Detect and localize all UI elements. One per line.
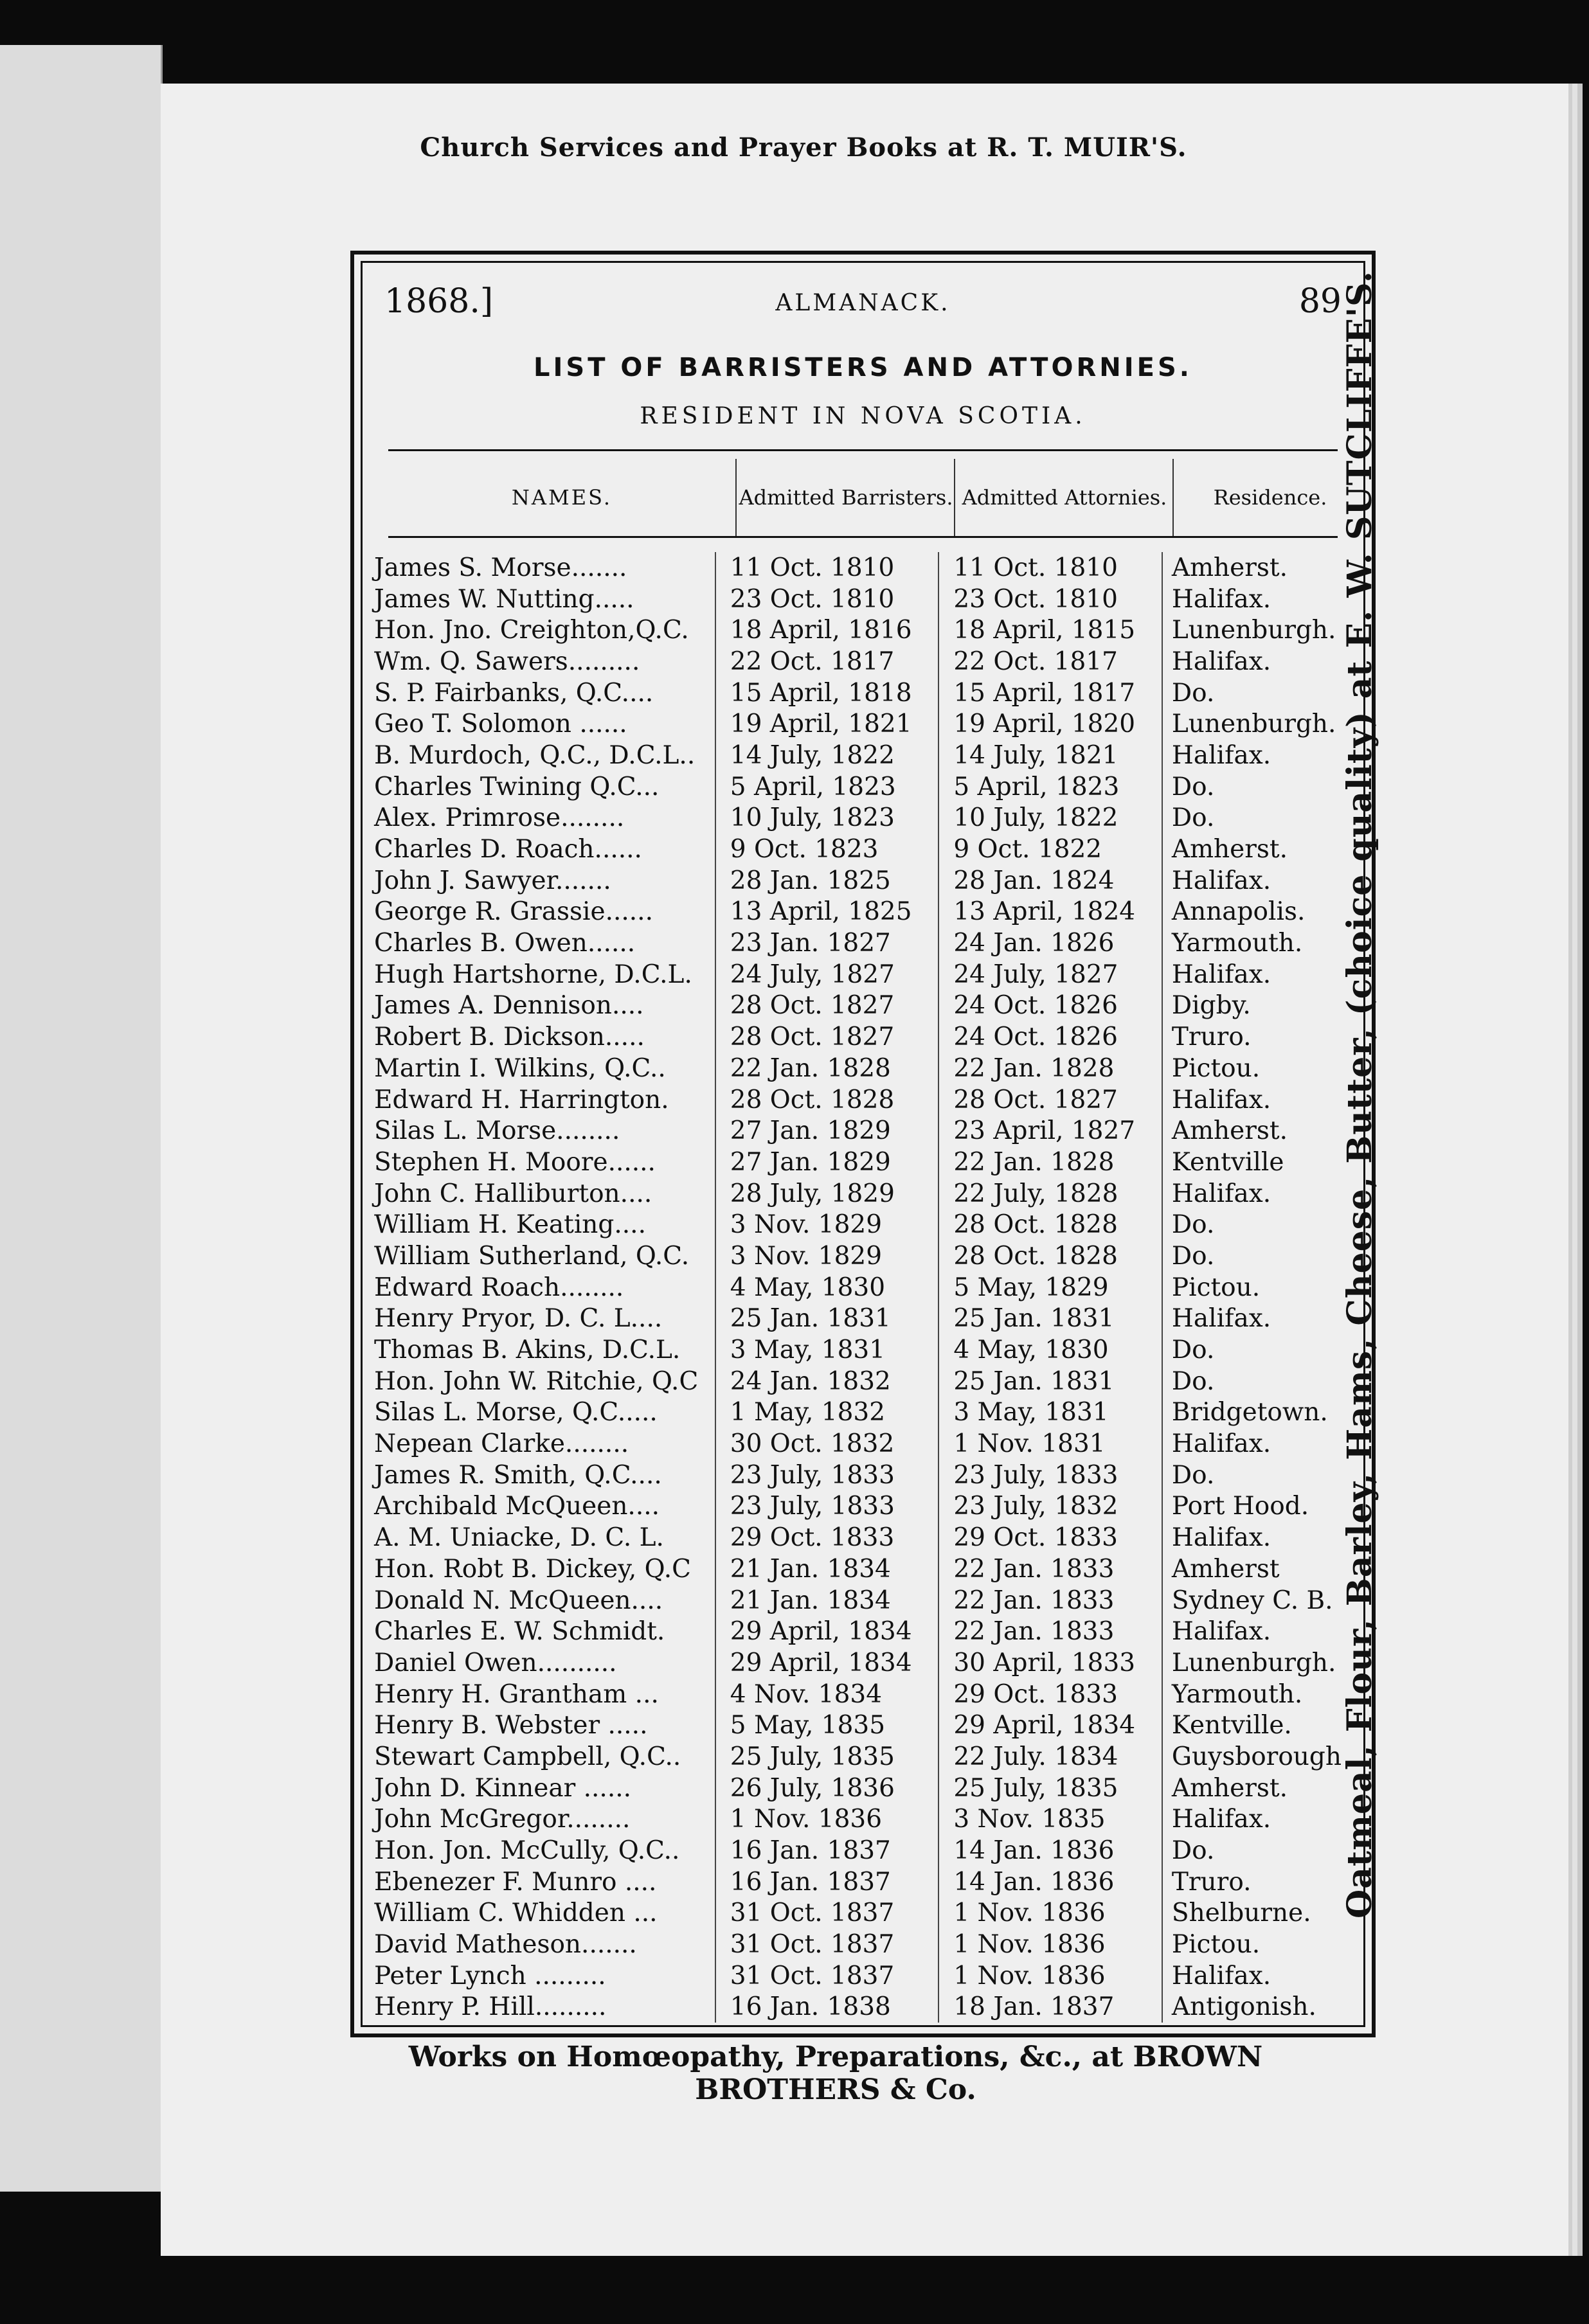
name-cell: Henry H. Grantham ...: [374, 1679, 659, 1709]
attorney-date-cell: 18 April, 1815: [938, 614, 1162, 646]
residence-cell: Lunenburgh.: [1162, 708, 1372, 740]
table-row: [369, 1553, 1372, 1585]
table-row: [369, 927, 1372, 959]
attorney-date-cell: 22 Jan. 1833: [938, 1616, 1162, 1647]
attorney-date-cell: 23 July, 1832: [938, 1491, 1162, 1523]
attorney-date-cell: 18 Jan. 1837: [938, 1992, 1162, 2023]
attorney-date-cell: 11 Oct. 1810: [938, 552, 1162, 584]
name-cell: Archibald McQueen....: [374, 1492, 660, 1521]
table-row: [369, 1334, 1372, 1366]
table-row: [369, 1147, 1372, 1178]
table-row: [369, 1616, 1372, 1647]
table-row: [369, 1491, 1372, 1523]
name-cell: Hon. Jno. Creighton,Q.C.: [374, 616, 689, 645]
residence-cell: Guysborough: [1162, 1741, 1372, 1773]
table-row: [369, 1773, 1372, 1804]
table-row: [369, 1741, 1372, 1773]
barrister-date-cell: 28 Oct. 1828: [715, 1084, 939, 1116]
running-head-year: 1868.]: [384, 282, 494, 321]
name-cell: Thomas B. Akins, D.C.L.: [374, 1336, 681, 1365]
barrister-date-cell: 23 July, 1833: [715, 1491, 939, 1523]
barrister-date-cell: 13 April, 1825: [715, 897, 939, 928]
barrister-date-cell: 10 July, 1823: [715, 803, 939, 834]
barrister-date-cell: 3 May, 1831: [715, 1334, 939, 1366]
barrister-date-cell: 23 Jan. 1827: [715, 927, 939, 959]
residence-cell: Do.: [1162, 677, 1372, 709]
table-row: [369, 865, 1372, 897]
name-cell: William C. Whidden ...: [374, 1899, 658, 1928]
name-cell: Geo T. Solomon ......: [374, 710, 627, 739]
attorney-date-cell: 23 July, 1833: [938, 1460, 1162, 1491]
residence-cell: Do.: [1162, 771, 1372, 803]
name-cell: Henry Pryor, D. C. L....: [374, 1304, 663, 1334]
attorney-date-cell: 9 Oct. 1822: [938, 834, 1162, 865]
attorney-date-cell: 15 April, 1817: [938, 677, 1162, 709]
attorney-date-cell: 22 Oct. 1817: [938, 646, 1162, 677]
attorney-date-cell: 28 Oct. 1828: [938, 1209, 1162, 1240]
attorney-date-cell: 30 April, 1833: [938, 1647, 1162, 1679]
attorney-date-cell: 22 July, 1828: [938, 1178, 1162, 1210]
table-row: [369, 552, 1372, 584]
table-row: [369, 1209, 1372, 1240]
barrister-date-cell: 21 Jan. 1834: [715, 1585, 939, 1616]
attorney-date-cell: 14 Jan. 1836: [938, 1866, 1162, 1898]
table-row: [369, 1460, 1372, 1491]
name-cell: Stewart Campbell, Q.C..: [374, 1742, 681, 1771]
name-cell: Henry B. Webster .....: [374, 1711, 648, 1740]
barrister-date-cell: 23 Oct. 1810: [715, 584, 939, 615]
name-cell: Edward H. Harrington.: [374, 1085, 669, 1114]
barrister-date-cell: 28 Jan. 1825: [715, 865, 939, 897]
name-cell: James W. Nutting.....: [374, 584, 634, 614]
name-cell: Peter Lynch .........: [374, 1961, 606, 1990]
barrister-date-cell: 14 July, 1822: [715, 740, 939, 771]
name-cell: Silas L. Morse........: [374, 1116, 620, 1146]
residence-cell: Lunenburgh.: [1162, 614, 1372, 646]
list-subtitle: RESIDENT IN NOVA SCOTIA.: [640, 403, 1086, 429]
name-cell: John C. Halliburton....: [374, 1179, 652, 1208]
attorney-date-cell: 1 Nov. 1836: [938, 1929, 1162, 1960]
name-cell: Donald N. McQueen....: [374, 1586, 663, 1615]
table-row: [369, 1522, 1372, 1553]
header-advertisement: Church Services and Prayer Books at R. T. MUIR'S.: [420, 132, 1187, 163]
side-advertisement: Oatmeal, Flour, Barley, Hams, Cheese, Butter, (choice quality) at E. W. SUTCLIFFE'S.: [1340, 271, 1379, 1918]
residence-cell: Kentville: [1162, 1147, 1372, 1178]
residence-cell: Pictou.: [1162, 1929, 1372, 1960]
attorney-date-cell: 28 Oct. 1828: [938, 1240, 1162, 1272]
barrister-date-cell: 16 Jan. 1837: [715, 1866, 939, 1898]
residence-cell: Halifax.: [1162, 959, 1372, 990]
table-row: [369, 1929, 1372, 1960]
table-row: [369, 1835, 1372, 1866]
residence-cell: Halifax.: [1162, 1303, 1372, 1335]
barrister-date-cell: 5 May, 1835: [715, 1710, 939, 1741]
residence-cell: Amherst.: [1162, 1115, 1372, 1147]
barrister-date-cell: 24 July, 1827: [715, 959, 939, 990]
residence-cell: Halifax.: [1162, 1960, 1372, 1992]
column-header-names: NAMES.: [511, 485, 613, 510]
attorney-date-cell: 14 Jan. 1836: [938, 1835, 1162, 1866]
attorney-date-cell: 24 Jan. 1826: [938, 927, 1162, 959]
name-cell: Hon. John W. Ritchie, Q.C: [374, 1366, 699, 1396]
residence-cell: Do.: [1162, 803, 1372, 834]
barrister-date-cell: 25 July, 1835: [715, 1741, 939, 1773]
attorney-date-cell: 4 May, 1830: [938, 1334, 1162, 1366]
barrister-date-cell: 11 Oct. 1810: [715, 552, 939, 584]
name-cell: Robert B. Dickson.....: [374, 1023, 645, 1052]
barrister-date-cell: 3 Nov. 1829: [715, 1240, 939, 1272]
residence-cell: Halifax.: [1162, 1428, 1372, 1460]
barrister-date-cell: 28 Oct. 1827: [715, 990, 939, 1022]
attorney-date-cell: 3 Nov. 1835: [938, 1804, 1162, 1836]
table-row: [369, 1272, 1372, 1303]
residence-cell: Lunenburgh.: [1162, 1647, 1372, 1679]
name-cell: Wm. Q. Sawers.........: [374, 647, 640, 676]
attorney-date-cell: 1 Nov. 1836: [938, 1898, 1162, 1929]
name-cell: William H. Keating....: [374, 1210, 646, 1240]
name-cell: Charles D. Roach......: [374, 835, 642, 864]
table-row: [369, 959, 1372, 990]
name-cell: James S. Morse.......: [374, 553, 627, 582]
name-cell: S. P. Fairbanks, Q.C....: [374, 678, 654, 708]
barrister-date-cell: 15 April, 1818: [715, 677, 939, 709]
table-row: [369, 1585, 1372, 1616]
residence-cell: Kentville.: [1162, 1710, 1372, 1741]
running-head: [378, 282, 1348, 327]
barrister-date-cell: 4 Nov. 1834: [715, 1679, 939, 1710]
attorney-date-cell: 23 April, 1827: [938, 1115, 1162, 1147]
residence-cell: Shelburne.: [1162, 1898, 1372, 1929]
table-row: [369, 1679, 1372, 1710]
column-header-attornies: Admitted Attornies.: [954, 459, 1174, 536]
barrister-date-cell: 31 Oct. 1837: [715, 1929, 939, 1960]
attorney-date-cell: 1 Nov. 1831: [938, 1428, 1162, 1460]
attorney-date-cell: 25 Jan. 1831: [938, 1303, 1162, 1335]
table-row: [369, 1960, 1372, 1992]
residence-cell: Do.: [1162, 1835, 1372, 1866]
name-cell: A. M. Uniacke, D. C. L.: [374, 1523, 664, 1553]
attorney-date-cell: 3 May, 1831: [938, 1397, 1162, 1429]
barrister-date-cell: 23 July, 1833: [715, 1460, 939, 1491]
residence-cell: Amherst: [1162, 1553, 1372, 1585]
barrister-date-cell: 29 April, 1834: [715, 1616, 939, 1647]
attorney-date-cell: 14 July, 1821: [938, 740, 1162, 771]
barrister-date-cell: 27 Jan. 1829: [715, 1147, 939, 1178]
table-row: [369, 1710, 1372, 1741]
barrister-date-cell: 31 Oct. 1837: [715, 1898, 939, 1929]
column-header-residence: Residence.: [1172, 459, 1367, 536]
name-cell: B. Murdoch, Q.C., D.C.L..: [374, 740, 696, 770]
barrister-date-cell: 19 April, 1821: [715, 708, 939, 740]
barrister-date-cell: 3 Nov. 1829: [715, 1209, 939, 1240]
table-row: [369, 1366, 1372, 1397]
name-cell: Hon. Jon. McCully, Q.C..: [374, 1836, 680, 1866]
name-cell: Stephen H. Moore......: [374, 1147, 656, 1177]
barrister-date-cell: 30 Oct. 1832: [715, 1428, 939, 1460]
table-row: [369, 740, 1372, 771]
column-header-barristers: Admitted Barristers.: [735, 459, 955, 536]
residence-cell: Port Hood.: [1162, 1491, 1372, 1523]
name-cell: David Matheson.......: [374, 1930, 637, 1960]
table-row: [369, 1021, 1372, 1053]
barrister-date-cell: 29 Oct. 1833: [715, 1522, 939, 1553]
residence-cell: Amherst.: [1162, 1773, 1372, 1804]
residence-cell: Pictou.: [1162, 1272, 1372, 1303]
header-rule: [388, 449, 1338, 451]
name-cell: Silas L. Morse, Q.C.....: [374, 1398, 658, 1427]
residence-cell: Bridgetown.: [1162, 1397, 1372, 1429]
table-row: [369, 1115, 1372, 1147]
residence-cell: Antigonish.: [1162, 1992, 1372, 2023]
residence-cell: Halifax.: [1162, 865, 1372, 897]
residence-cell: Digby.: [1162, 990, 1372, 1022]
name-cell: Ebenezer F. Munro ....: [374, 1867, 657, 1897]
barrister-date-cell: 1 Nov. 1836: [715, 1804, 939, 1836]
residence-cell: Do.: [1162, 1334, 1372, 1366]
running-head-title: ALMANACK.: [775, 290, 951, 316]
barrister-date-cell: 5 April, 1823: [715, 771, 939, 803]
table-row: [369, 1303, 1372, 1335]
attorney-date-cell: 23 Oct. 1810: [938, 584, 1162, 615]
barrister-date-cell: 29 April, 1834: [715, 1647, 939, 1679]
name-cell: Martin I. Wilkins, Q.C..: [374, 1053, 666, 1083]
table-row: [369, 897, 1372, 928]
name-cell: Edward Roach........: [374, 1273, 624, 1302]
table-row: [369, 990, 1372, 1022]
residence-cell: Do.: [1162, 1366, 1372, 1397]
name-cell: Daniel Owen..........: [374, 1648, 617, 1677]
barrister-date-cell: 21 Jan. 1834: [715, 1553, 939, 1585]
residence-cell: Do.: [1162, 1240, 1372, 1272]
list-title: LIST OF BARRISTERS AND ATTORNIES.: [534, 353, 1192, 382]
column-headers: [388, 459, 1338, 538]
residence-cell: Amherst.: [1162, 552, 1372, 584]
name-cell: Alex. Primrose........: [374, 803, 625, 833]
table-row: [369, 1866, 1372, 1898]
barrister-date-cell: 16 Jan. 1837: [715, 1835, 939, 1866]
footer-advertisement: Works on Homœopathy, Preparations, &c., at BROWN BROTHERS & Co.: [408, 2041, 1263, 2106]
table-row: [369, 1397, 1372, 1429]
table-row: [369, 646, 1372, 677]
table-row: [369, 708, 1372, 740]
residence-cell: Truro.: [1162, 1021, 1372, 1053]
attorney-date-cell: 28 Oct. 1827: [938, 1084, 1162, 1116]
name-cell: Nepean Clarke........: [374, 1429, 629, 1459]
name-cell: John D. Kinnear ......: [374, 1773, 632, 1803]
table-row: [369, 1804, 1372, 1836]
table-row: [369, 614, 1372, 646]
residence-cell: Annapolis.: [1162, 897, 1372, 928]
attorney-date-cell: 5 April, 1823: [938, 771, 1162, 803]
page-number: 89: [1298, 282, 1342, 321]
name-cell: John McGregor........: [374, 1805, 631, 1834]
barrister-date-cell: 22 Oct. 1817: [715, 646, 939, 677]
table-row: [369, 1084, 1372, 1116]
barristers-table-body: [369, 552, 1372, 2023]
attorney-date-cell: 29 April, 1834: [938, 1710, 1162, 1741]
residence-cell: Halifax.: [1162, 1084, 1372, 1116]
residence-cell: Halifax.: [1162, 1616, 1372, 1647]
name-cell: Charles Twining Q.C...: [374, 772, 660, 801]
facing-page-edge: [0, 45, 163, 2192]
attorney-date-cell: 22 Jan. 1833: [938, 1585, 1162, 1616]
barrister-date-cell: 26 July, 1836: [715, 1773, 939, 1804]
attorney-date-cell: 29 Oct. 1833: [938, 1679, 1162, 1710]
attorney-date-cell: 22 July. 1834: [938, 1741, 1162, 1773]
attorney-date-cell: 10 July, 1822: [938, 803, 1162, 834]
residence-cell: Do.: [1162, 1460, 1372, 1491]
table-row: [369, 677, 1372, 709]
name-cell: Henry P. Hill.........: [374, 1992, 607, 2022]
attorney-date-cell: 22 Jan. 1828: [938, 1053, 1162, 1084]
table-row: [369, 803, 1372, 834]
attorney-date-cell: 5 May, 1829: [938, 1272, 1162, 1303]
residence-cell: Halifax.: [1162, 1522, 1372, 1553]
barrister-date-cell: 28 July, 1829: [715, 1178, 939, 1210]
barristers-table: [369, 552, 1372, 2023]
name-cell: James R. Smith, Q.C....: [374, 1460, 662, 1490]
residence-cell: Halifax.: [1162, 1178, 1372, 1210]
attorney-date-cell: 1 Nov. 1836: [938, 1960, 1162, 1992]
table-row: [369, 584, 1372, 615]
name-cell: James A. Dennison....: [374, 991, 644, 1021]
table-row: [369, 1898, 1372, 1929]
barrister-date-cell: 22 Jan. 1828: [715, 1053, 939, 1084]
attorney-date-cell: 22 Jan. 1833: [938, 1553, 1162, 1585]
attorney-date-cell: 22 Jan. 1828: [938, 1147, 1162, 1178]
table-row: [369, 834, 1372, 865]
barrister-date-cell: 24 Jan. 1832: [715, 1366, 939, 1397]
barrister-date-cell: 25 Jan. 1831: [715, 1303, 939, 1335]
table-row: [369, 771, 1372, 803]
residence-cell: Amherst.: [1162, 834, 1372, 865]
residence-cell: Yarmouth.: [1162, 1679, 1372, 1710]
name-cell: Charles E. W. Schmidt.: [374, 1617, 665, 1647]
barrister-date-cell: 4 May, 1830: [715, 1272, 939, 1303]
barrister-date-cell: 28 Oct. 1827: [715, 1021, 939, 1053]
attorney-date-cell: 28 Jan. 1824: [938, 865, 1162, 897]
list-frame: [350, 251, 1376, 2037]
table-row: [369, 1053, 1372, 1084]
residence-cell: Sydney C. B.: [1162, 1585, 1372, 1616]
table-row: [369, 1178, 1372, 1210]
barrister-date-cell: 31 Oct. 1837: [715, 1960, 939, 1992]
residence-cell: Halifax.: [1162, 740, 1372, 771]
table-row: [369, 1992, 1372, 2023]
name-cell: Hon. Robt B. Dickey, Q.C: [374, 1554, 691, 1584]
attorney-date-cell: 29 Oct. 1833: [938, 1522, 1162, 1553]
name-cell: William Sutherland, Q.C.: [374, 1241, 690, 1271]
name-cell: John J. Sawyer.......: [374, 866, 611, 895]
residence-cell: Pictou.: [1162, 1053, 1372, 1084]
table-row: [369, 1647, 1372, 1679]
name-cell: Hugh Hartshorne, D.C.L.: [374, 960, 692, 989]
residence-cell: Halifax.: [1162, 646, 1372, 677]
attorney-date-cell: 24 July, 1827: [938, 959, 1162, 990]
barrister-date-cell: 16 Jan. 1838: [715, 1992, 939, 2023]
attorney-date-cell: 25 Jan. 1831: [938, 1366, 1162, 1397]
barrister-date-cell: 9 Oct. 1823: [715, 834, 939, 865]
table-row: [369, 1428, 1372, 1460]
barrister-date-cell: 18 April, 1816: [715, 614, 939, 646]
residence-cell: Halifax.: [1162, 1804, 1372, 1836]
table-row: [369, 1240, 1372, 1272]
attorney-date-cell: 24 Oct. 1826: [938, 990, 1162, 1022]
list-frame-inner: [361, 261, 1365, 2027]
residence-cell: Yarmouth.: [1162, 927, 1372, 959]
residence-cell: Truro.: [1162, 1866, 1372, 1898]
barrister-date-cell: 27 Jan. 1829: [715, 1115, 939, 1147]
attorney-date-cell: 25 July, 1835: [938, 1773, 1162, 1804]
name-cell: Charles B. Owen......: [374, 929, 636, 958]
residence-cell: Halifax.: [1162, 584, 1372, 615]
attorney-date-cell: 24 Oct. 1826: [938, 1021, 1162, 1053]
attorney-date-cell: 13 April, 1824: [938, 897, 1162, 928]
attorney-date-cell: 19 April, 1820: [938, 708, 1162, 740]
name-cell: George R. Grassie......: [374, 897, 653, 927]
barrister-date-cell: 1 May, 1832: [715, 1397, 939, 1429]
residence-cell: Do.: [1162, 1209, 1372, 1240]
